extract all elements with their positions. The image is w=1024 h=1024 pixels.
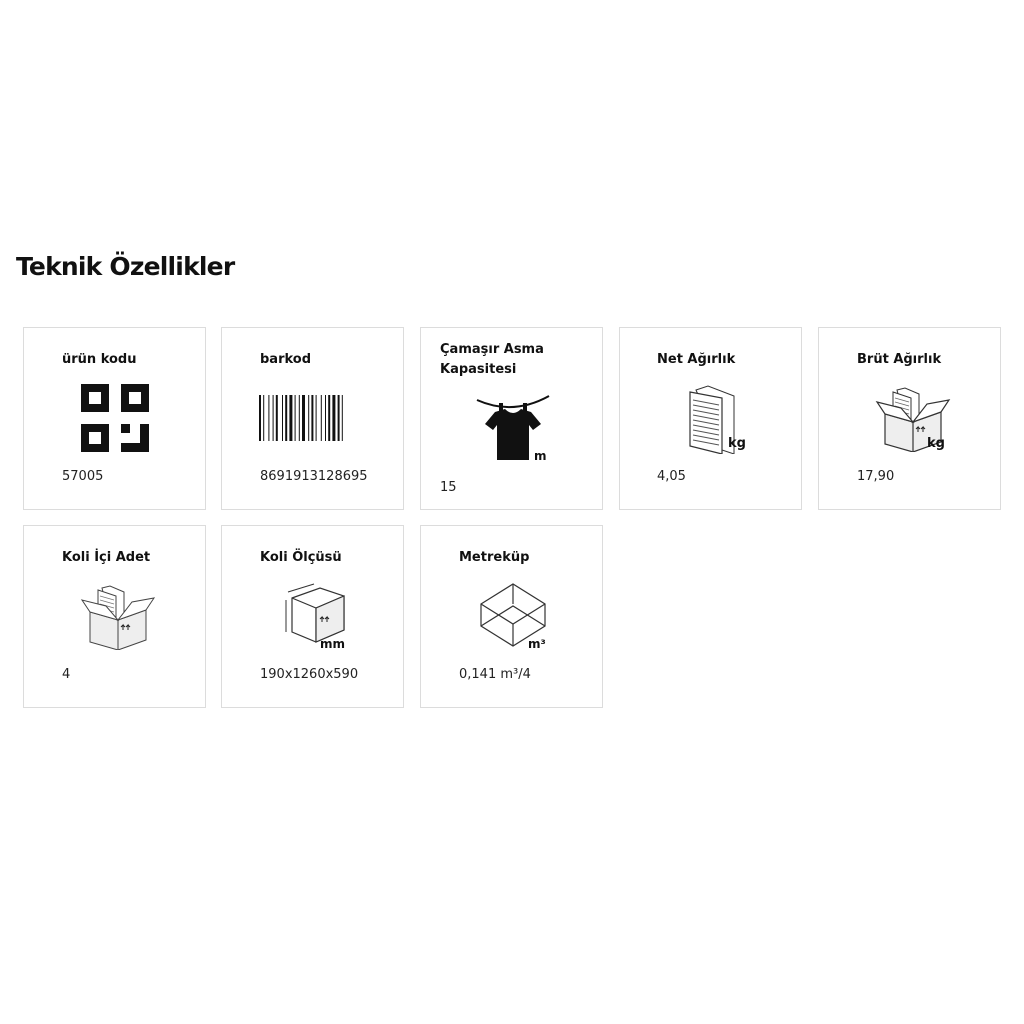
spec-card-barcode	[221, 327, 404, 510]
spec-value: 0,141 m³/4	[459, 667, 531, 682]
spec-card-box-dimensions	[221, 525, 404, 708]
spec-label: ürün kodu	[62, 352, 137, 367]
spec-card-net-weight	[619, 327, 802, 510]
spec-value: 4	[62, 667, 71, 682]
open-box-icon	[80, 584, 156, 650]
spec-card-product-code	[23, 327, 206, 510]
spec-label: Brüt Ağırlık	[857, 352, 942, 367]
unit-label: kg	[728, 436, 746, 451]
spec-value: 57005	[62, 469, 104, 484]
spec-label: Net Ağırlık	[657, 352, 736, 367]
spec-label: barkod	[260, 352, 312, 367]
spec-card-gross-weight	[818, 327, 1001, 510]
unit-label: kg	[927, 436, 945, 451]
barcode-icon	[259, 395, 367, 441]
section-title: Teknik Özellikler	[16, 252, 235, 281]
qr-code-icon	[81, 384, 149, 452]
spec-value: 8691913128695	[260, 469, 368, 484]
spec-card-volume	[420, 525, 603, 708]
spec-card-laundry-capacity	[420, 327, 603, 510]
spec-value: 4,05	[657, 469, 686, 484]
spec-label: Koli İçi Adet	[62, 550, 151, 565]
spec-value: 15	[440, 480, 457, 495]
spec-card-box-quantity	[23, 525, 206, 708]
unit-label: m	[534, 449, 547, 463]
unit-label: mm	[320, 637, 346, 651]
spec-value: 190x1260x590	[260, 667, 359, 682]
spec-label: Metreküp	[459, 550, 530, 565]
spec-value: 17,90	[857, 469, 895, 484]
spec-label: Koli Ölçüsü	[260, 550, 342, 565]
unit-label: m³	[528, 637, 546, 651]
spec-label: Çamaşır Asma Kapasitesi	[440, 342, 544, 377]
